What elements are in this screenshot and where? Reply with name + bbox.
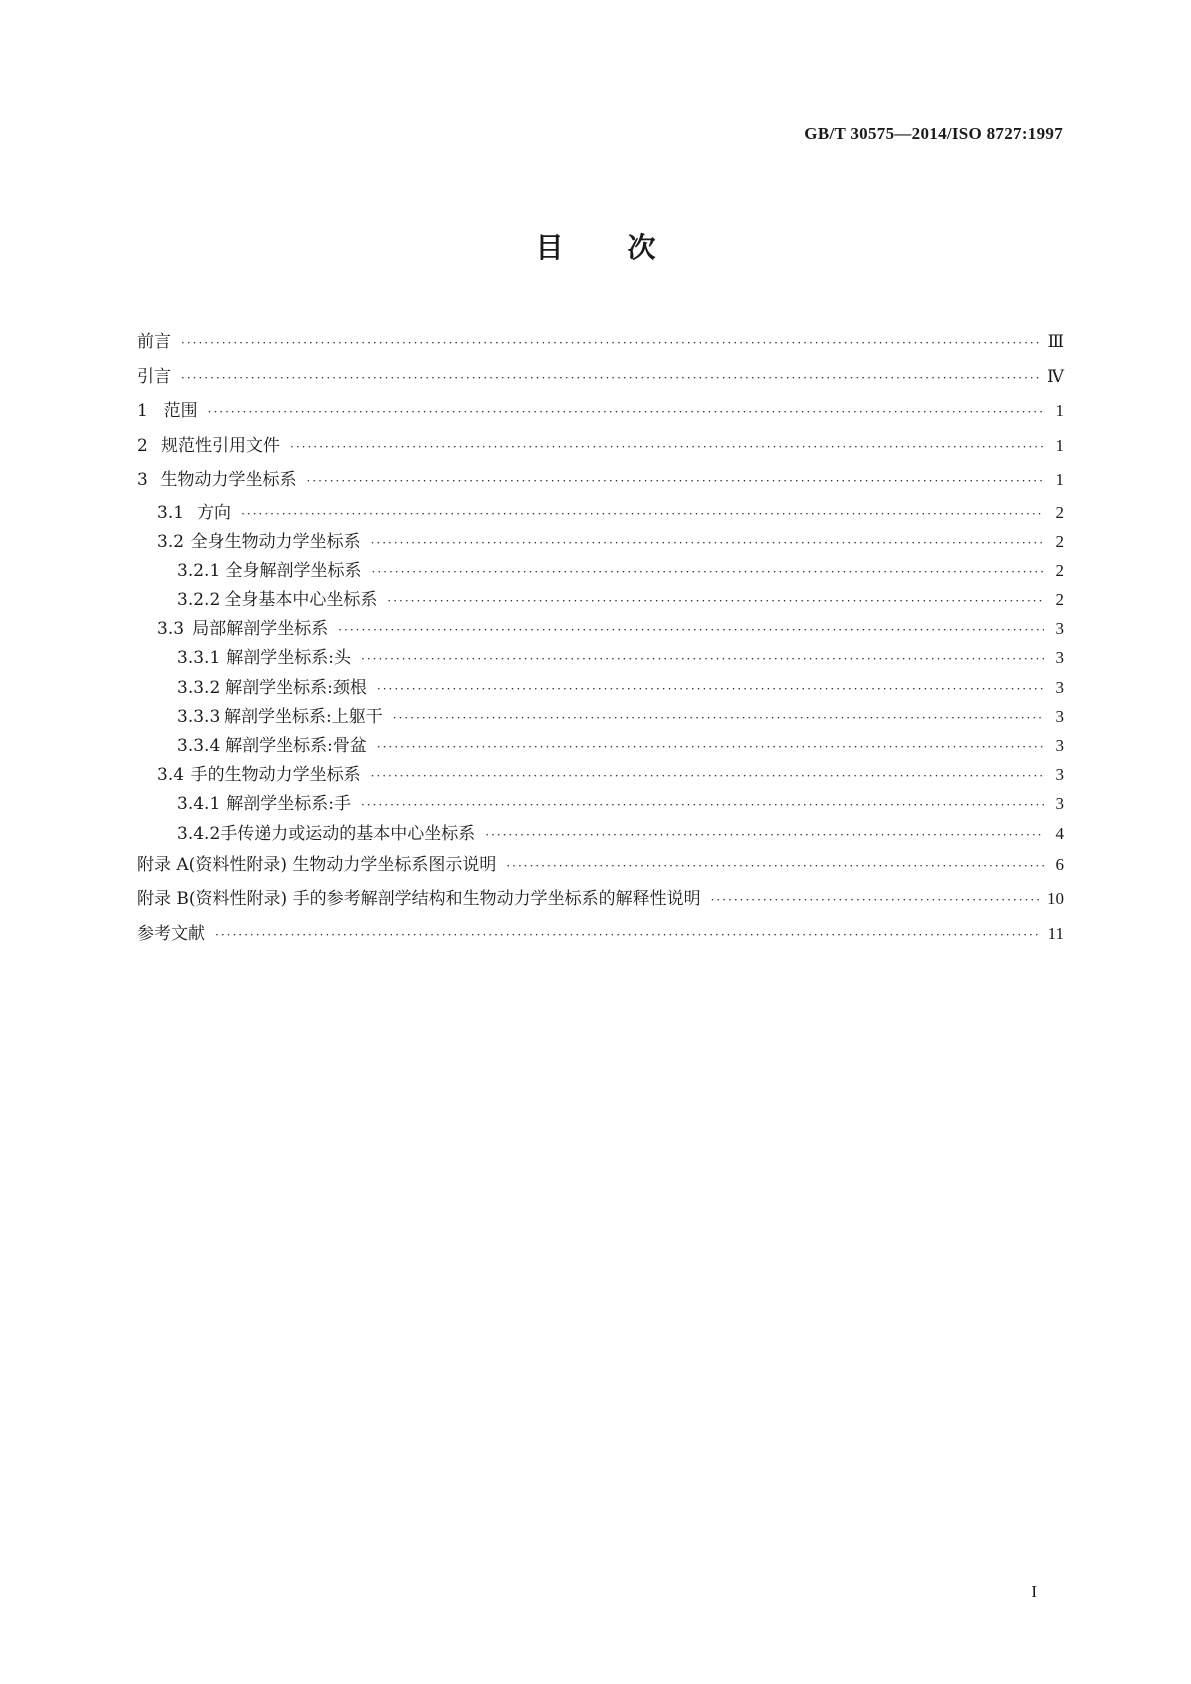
toc-entry-page: 6 [1055, 854, 1064, 874]
toc-entry-label: 生物动力学坐标系 [160, 470, 297, 490]
toc-entry-number: 3.4.1 [177, 794, 221, 815]
toc-entry-page: 3 [1055, 794, 1064, 814]
toc-entry[interactable] [137, 882, 1064, 917]
toc-entry-number: 3.3.3 [177, 706, 221, 727]
toc-entry-number: 3.2.1 [177, 560, 221, 581]
toc-entry-number: 3.4 [157, 765, 185, 786]
dot-leader [711, 890, 1039, 910]
dot-leader [181, 368, 1039, 388]
toc-entry-label: 参考文献 [137, 923, 205, 944]
toc-entry-page: 11 [1047, 923, 1064, 943]
toc-entry-number: 3.2.2 [177, 590, 221, 611]
dot-leader [377, 679, 1044, 699]
toc-entry[interactable] [137, 848, 1064, 883]
dot-leader [371, 766, 1044, 786]
toc-entry-number: 3.3.1 [177, 648, 221, 669]
dot-leader [290, 437, 1044, 457]
toc-entry-label: 解剖学坐标系:骨盆 [225, 736, 367, 756]
toc-entry[interactable] [137, 819, 1064, 848]
toc-entry-page: 2 [1055, 531, 1064, 551]
toc-entry-label: 附录 A(资料性附录) 生物动力学坐标系图示说明 [137, 854, 497, 875]
toc-entry-label: 前言 [137, 332, 171, 352]
toc-entry-label: 全身解剖学坐标系 [225, 560, 362, 581]
toc-entry[interactable] [137, 614, 1064, 643]
toc-entry-number: 3 [137, 470, 148, 490]
title-part-1: 目 [535, 231, 564, 264]
page-title [0, 226, 1191, 266]
toc-entry-page: 2 [1055, 560, 1064, 580]
toc-entry-page: 3 [1055, 619, 1064, 639]
toc-entry-number: 3.3.4 [177, 736, 221, 756]
toc-entry-page: 10 [1047, 889, 1064, 909]
toc-entry-label: 引言 [137, 366, 171, 387]
toc-entry[interactable] [137, 498, 1064, 527]
toc-entry-label: 附录 B(资料性附录) 手的参考解剖学结构和生物动力学坐标系的解释性说明 [137, 889, 701, 910]
toc-entry-label: 解剖学坐标系:上躯干 [224, 706, 383, 727]
toc-entry-page: 2 [1055, 590, 1064, 610]
toc-entry-number: 3.3.2 [177, 677, 221, 698]
title-part-2: 次 [627, 231, 656, 264]
table-of-contents [137, 325, 1064, 951]
toc-entry-page: 3 [1055, 677, 1064, 697]
toc-entry[interactable] [137, 325, 1064, 360]
toc-entry[interactable] [137, 429, 1064, 464]
dot-leader [181, 333, 1040, 353]
toc-entry-page: 2 [1055, 502, 1064, 522]
toc-entry[interactable] [137, 394, 1064, 429]
toc-entry-label: 手的生物动力学坐标系 [190, 765, 361, 786]
toc-entry[interactable] [137, 463, 1064, 498]
dot-leader [387, 591, 1044, 611]
toc-entry-page: 3 [1055, 736, 1064, 755]
toc-entry-label: 方向 [197, 502, 232, 523]
toc-entry-page: 3 [1055, 648, 1064, 668]
toc-entry-page: Ⅲ [1047, 332, 1064, 351]
toc-entry[interactable] [137, 673, 1064, 702]
dot-leader [393, 708, 1044, 728]
dot-leader [377, 737, 1044, 757]
toc-entry[interactable] [137, 527, 1064, 556]
toc-entry-label: 范围 [163, 401, 198, 421]
dot-leader [361, 649, 1044, 669]
toc-entry-number: 1 [137, 401, 148, 421]
toc-entry-page: 1 [1055, 470, 1064, 489]
toc-entry-page: 3 [1055, 765, 1064, 785]
dot-leader [215, 925, 1040, 945]
toc-entry-page: 3 [1055, 706, 1064, 726]
toc-entry[interactable] [137, 731, 1064, 760]
page-number: I [1031, 1582, 1037, 1601]
toc-entry[interactable] [137, 789, 1064, 818]
toc-entry-page: 1 [1055, 401, 1064, 420]
dot-leader [361, 795, 1044, 815]
toc-entry[interactable] [137, 643, 1064, 672]
toc-entry-label: 局部解剖学坐标系 [192, 619, 329, 640]
standard-code-header: GB/T 30575—2014/ISO 8727:1997 [804, 124, 1063, 143]
toc-entry-label: 全身生物动力学坐标系 [190, 531, 361, 552]
dot-leader [306, 471, 1044, 491]
toc-entry-label: 手传递力或运动的基本中心坐标系 [220, 823, 476, 844]
dot-leader [372, 562, 1044, 582]
toc-entry[interactable] [137, 556, 1064, 585]
dot-leader [241, 504, 1044, 524]
dot-leader [208, 402, 1044, 422]
toc-entry-label: 解剖学坐标系:头 [226, 648, 352, 669]
toc-entry[interactable] [137, 585, 1064, 614]
toc-entry[interactable] [137, 760, 1064, 789]
dot-leader [371, 533, 1044, 553]
toc-entry-label: 规范性引用文件 [161, 435, 281, 456]
toc-entry-page: 1 [1055, 435, 1064, 455]
dot-leader [338, 620, 1044, 640]
dot-leader [506, 856, 1044, 876]
toc-entry-label: 解剖学坐标系:颈根 [225, 677, 367, 698]
toc-entry[interactable] [137, 917, 1064, 952]
toc-entry[interactable] [137, 360, 1064, 395]
toc-entry-number: 3.2 [157, 531, 185, 552]
dot-leader [485, 825, 1044, 845]
toc-entry-number: 3.4.2 [177, 823, 221, 844]
toc-entry-number: 3.1 [157, 502, 185, 523]
toc-entry[interactable] [137, 702, 1064, 731]
toc-entry-number: 2 [137, 435, 148, 456]
toc-entry-number: 3.3 [157, 619, 185, 640]
toc-entry-page: Ⅳ [1047, 366, 1064, 386]
toc-entry-label: 解剖学坐标系:手 [226, 794, 352, 815]
toc-entry-page: 4 [1055, 823, 1064, 843]
toc-entry-label: 全身基本中心坐标系 [224, 590, 378, 611]
